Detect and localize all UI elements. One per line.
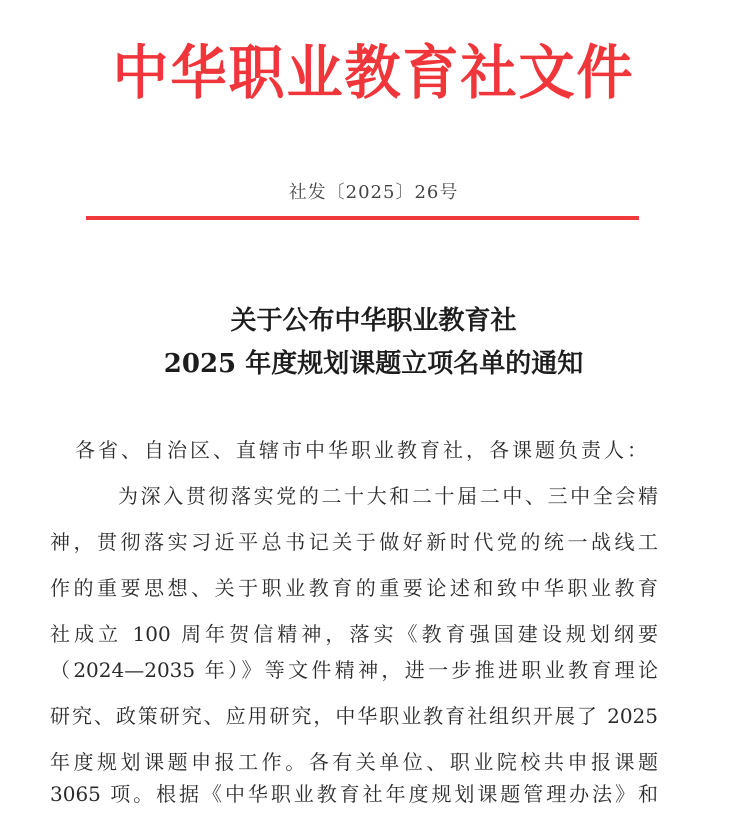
paragraph-line: 作的重要思想、关于职业教育的重要论述和致中华职业教育 (50, 576, 658, 600)
notice-title-line-2: 2025 年度规划课题立项名单的通知 (163, 349, 584, 379)
salutation: 各省、自治区、直辖市中华职业教育社，各课题负责人： (75, 438, 650, 462)
paragraph-line: 研究、政策研究、应用研究，中华职业教育社组织开展了 2025 (50, 704, 658, 728)
paragraph-line: 社成立 100 周年贺信精神，落实《教育强国建设规划纲要 (50, 622, 658, 646)
document-header-title: 中华职业教育社文件 (112, 38, 635, 108)
paragraph-line: 神，贯彻落实习近平总书记关于做好新时代党的统一战线工 (50, 530, 658, 554)
notice-title-line-1: 关于公布中华职业教育社 (230, 306, 517, 336)
paragraph-line: 为深入贯彻落实党的二十大和二十届二中、三中全会精 (118, 484, 658, 508)
document-number: 社发〔2025〕26号 (288, 182, 459, 203)
paragraph-line: （2024—2035 年）》等文件精神，进一步推进职业教育理论 (50, 658, 658, 682)
paragraph-line: 3065 项。根据《中华职业教育社年度规划课题管理办法》和 (50, 782, 658, 806)
paragraph-line: 年度规划课题申报工作。各有关单位、职业院校共申报课题 (50, 750, 658, 774)
red-divider (86, 216, 639, 220)
